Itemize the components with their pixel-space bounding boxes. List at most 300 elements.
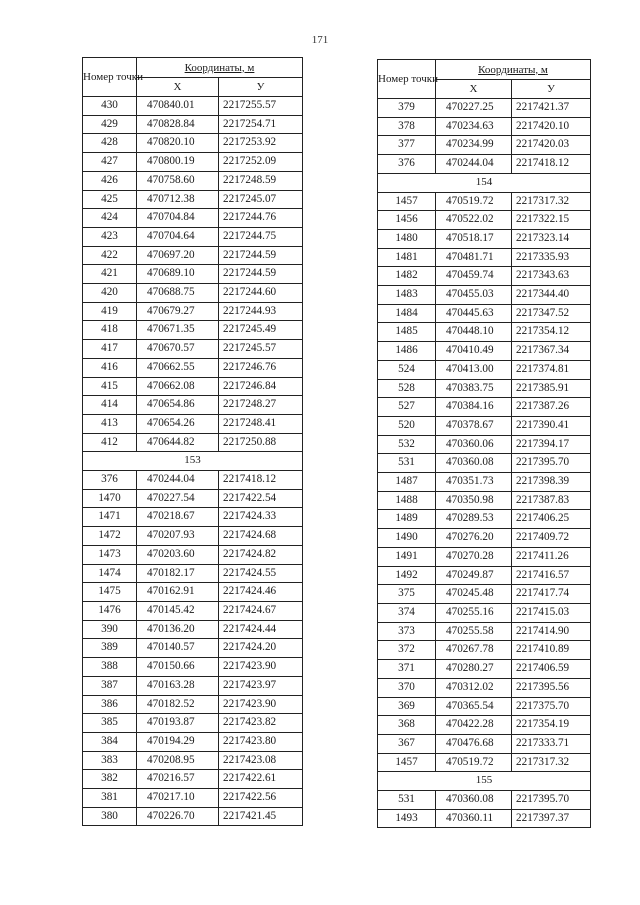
point-number-cell: 383 (83, 751, 137, 770)
point-number-cell: 415 (83, 377, 137, 396)
y-coordinate-cell: 2217395.56 (512, 678, 591, 697)
table-row (83, 153, 303, 172)
point-number-cell: 532 (378, 435, 436, 454)
y-coordinate-cell: 2217420.03 (512, 136, 591, 155)
y-coordinate-cell: 2217418.12 (219, 471, 303, 490)
y-coordinate-cell: 2217421.37 (512, 99, 591, 118)
x-coordinate-cell: 470227.25 (436, 99, 512, 118)
point-number-cell: 524 (378, 360, 436, 379)
y-coordinate-cell: 2217347.52 (512, 304, 591, 323)
table-row (378, 734, 591, 753)
table-row (83, 527, 303, 546)
x-coordinate-cell: 470207.93 (137, 527, 219, 546)
point-number-cell: 382 (83, 770, 137, 789)
y-coordinate-cell: 2217395.70 (512, 791, 591, 810)
x-coordinate-cell: 470445.63 (436, 304, 512, 323)
table-row (83, 807, 303, 826)
table-row (378, 585, 591, 604)
point-number-cell: 369 (378, 697, 436, 716)
y-coordinate-cell: 2217397.37 (512, 809, 591, 828)
table-row (378, 286, 591, 305)
table-row (378, 99, 591, 118)
point-number-cell: 386 (83, 695, 137, 714)
table-row (83, 97, 303, 116)
point-number-cell: 373 (378, 622, 436, 641)
point-number-cell: 390 (83, 620, 137, 639)
y-coordinate-cell: 2217335.93 (512, 248, 591, 267)
table-row (378, 267, 591, 286)
y-coordinate-cell: 2217333.71 (512, 734, 591, 753)
y-coordinate-cell: 2217253.92 (219, 134, 303, 153)
x-coordinate-cell: 470712.38 (137, 190, 219, 209)
y-coordinate-cell: 2217387.26 (512, 398, 591, 417)
x-coordinate-cell: 470234.63 (436, 117, 512, 136)
point-number-cell: 1475 (83, 583, 137, 602)
table-row (83, 396, 303, 415)
x-coordinate-cell: 470351.73 (436, 473, 512, 492)
x-coordinate-cell: 470410.49 (436, 342, 512, 361)
section-row (378, 173, 591, 192)
x-coordinate-cell: 470662.55 (137, 358, 219, 377)
table-row (378, 547, 591, 566)
table-row (83, 227, 303, 246)
y-coordinate-cell: 2217406.25 (512, 510, 591, 529)
table-row (83, 489, 303, 508)
y-coordinate-cell: 2217422.54 (219, 489, 303, 508)
point-number-cell: 1491 (378, 547, 436, 566)
x-coordinate-cell: 470840.01 (137, 97, 219, 116)
y-coordinate-cell: 2217244.75 (219, 227, 303, 246)
x-coordinate-cell: 470679.27 (137, 302, 219, 321)
x-coordinate-cell: 470688.75 (137, 284, 219, 303)
table-row (378, 622, 591, 641)
y-coordinate-cell: 2217414.90 (512, 622, 591, 641)
table-row (83, 190, 303, 209)
y-coordinate-cell: 2217415.03 (512, 603, 591, 622)
point-number-cell: 520 (378, 416, 436, 435)
point-number-cell: 388 (83, 658, 137, 677)
table-row (83, 620, 303, 639)
point-number-cell: 1484 (378, 304, 436, 323)
table-row (378, 529, 591, 548)
point-number-cell: 1492 (378, 566, 436, 585)
point-number-cell: 385 (83, 714, 137, 733)
x-coordinate-cell: 470758.60 (137, 171, 219, 190)
point-number-cell: 420 (83, 284, 137, 303)
page-number: 171 (311, 34, 329, 46)
y-coordinate-cell: 2217418.12 (512, 155, 591, 174)
y-coordinate-cell: 2217323.14 (512, 229, 591, 248)
y-coordinate-cell: 2217385.91 (512, 379, 591, 398)
point-number-cell: 1481 (378, 248, 436, 267)
x-coordinate-cell: 470226.70 (137, 807, 219, 826)
point-number-cell: 531 (378, 791, 436, 810)
table-row (378, 435, 591, 454)
x-coordinate-cell: 470227.54 (137, 489, 219, 508)
point-number-cell: 425 (83, 190, 137, 209)
table-row (378, 603, 591, 622)
point-number-cell: 371 (378, 660, 436, 679)
x-coordinate-cell: 470671.35 (137, 321, 219, 340)
table-row (378, 211, 591, 230)
table-row (378, 229, 591, 248)
x-coordinate-cell: 470662.08 (137, 377, 219, 396)
point-number-cell: 380 (83, 807, 137, 826)
x-coordinate-cell: 470800.19 (137, 153, 219, 172)
y-coordinate-cell: 2217409.72 (512, 529, 591, 548)
table-row (83, 658, 303, 677)
x-coordinate-cell: 470289.53 (436, 510, 512, 529)
table-row (378, 136, 591, 155)
table-row (83, 676, 303, 695)
y-coordinate-cell: 2217252.09 (219, 153, 303, 172)
x-coordinate-cell: 470481.71 (436, 248, 512, 267)
point-number-cell: 413 (83, 414, 137, 433)
y-coordinate-cell: 2217354.12 (512, 323, 591, 342)
x-coordinate-cell: 470162.91 (137, 583, 219, 602)
y-coordinate-cell: 2217423.97 (219, 676, 303, 695)
table-row (378, 510, 591, 529)
table-row (83, 134, 303, 153)
y-coordinate-cell: 2217245.57 (219, 340, 303, 359)
x-coordinate-cell: 470704.84 (137, 209, 219, 228)
y-coordinate-cell: 2217423.82 (219, 714, 303, 733)
y-coordinate-cell: 2217244.59 (219, 265, 303, 284)
x-coordinate-cell: 470378.67 (436, 416, 512, 435)
x-coordinate-cell: 470697.20 (137, 246, 219, 265)
y-coordinate-cell: 2217367.34 (512, 342, 591, 361)
point-number-cell: 422 (83, 246, 137, 265)
point-number-cell: 416 (83, 358, 137, 377)
point-number-cell: 412 (83, 433, 137, 452)
y-coordinate-cell: 2217246.84 (219, 377, 303, 396)
point-number-cell: 427 (83, 153, 137, 172)
table-row (83, 171, 303, 190)
point-number-cell: 1480 (378, 229, 436, 248)
point-number-cell: 374 (378, 603, 436, 622)
point-number-cell: 1490 (378, 529, 436, 548)
table-row (83, 302, 303, 321)
y-coordinate-cell: 2217424.46 (219, 583, 303, 602)
x-coordinate-cell: 470360.08 (436, 454, 512, 473)
point-number-cell: 377 (378, 136, 436, 155)
table-row (378, 304, 591, 323)
table-row (378, 398, 591, 417)
table-row (378, 323, 591, 342)
y-coordinate-cell: 2217343.63 (512, 267, 591, 286)
table-row (83, 358, 303, 377)
y-coordinate-cell: 2217317.32 (512, 753, 591, 772)
x-coordinate-cell: 470448.10 (436, 323, 512, 342)
table-row (378, 491, 591, 510)
y-coordinate-cell: 2217390.41 (512, 416, 591, 435)
y-coordinate-cell: 2217422.61 (219, 770, 303, 789)
table-row (83, 414, 303, 433)
point-number-cell: 389 (83, 639, 137, 658)
y-coordinate-cell: 2217411.26 (512, 547, 591, 566)
y-coordinate-cell: 2217344.40 (512, 286, 591, 305)
point-number-cell: 1483 (378, 286, 436, 305)
point-number-cell: 379 (378, 99, 436, 118)
x-coordinate-cell: 470270.28 (436, 547, 512, 566)
x-coordinate-cell: 470182.17 (137, 564, 219, 583)
section-row (83, 452, 303, 471)
y-coordinate-cell: 2217394.17 (512, 435, 591, 454)
point-number-cell: 1493 (378, 809, 436, 828)
y-coordinate-cell: 2217246.76 (219, 358, 303, 377)
x-coordinate-cell: 470518.17 (436, 229, 512, 248)
x-coordinate-cell: 470276.20 (436, 529, 512, 548)
table-row (83, 639, 303, 658)
y-coordinate-cell: 2217255.57 (219, 97, 303, 116)
y-coordinate-cell: 2217424.67 (219, 601, 303, 620)
point-number-cell: 423 (83, 227, 137, 246)
x-coordinate-cell: 470360.11 (436, 809, 512, 828)
x-coordinate-cell: 470244.04 (436, 155, 512, 174)
y-coordinate-cell: 2217248.41 (219, 414, 303, 433)
table-body-left (83, 97, 303, 826)
point-number-cell: 370 (378, 678, 436, 697)
point-number-cell: 381 (83, 789, 137, 808)
x-coordinate-cell: 470350.98 (436, 491, 512, 510)
y-coordinate-cell: 2217410.89 (512, 641, 591, 660)
coordinates-table-left (82, 57, 303, 826)
table-row (378, 566, 591, 585)
x-coordinate-cell: 470255.58 (436, 622, 512, 641)
point-number-cell: 367 (378, 734, 436, 753)
y-coordinate-cell: 2217375.70 (512, 697, 591, 716)
table-row (378, 155, 591, 174)
x-coordinate-cell: 470654.86 (137, 396, 219, 415)
y-coordinate-cell: 2217244.59 (219, 246, 303, 265)
x-coordinate-cell: 470249.87 (436, 566, 512, 585)
y-coordinate-cell: 2217424.82 (219, 545, 303, 564)
table-row (378, 192, 591, 211)
section-row (378, 772, 591, 791)
point-number-cell: 1457 (378, 192, 436, 211)
y-coordinate-cell: 2217420.10 (512, 117, 591, 136)
coordinates-table-right (377, 59, 591, 828)
y-coordinate-cell: 2217250.88 (219, 433, 303, 452)
point-number-cell: 1485 (378, 323, 436, 342)
y-coordinate-cell: 2217416.57 (512, 566, 591, 585)
point-number-cell: 1482 (378, 267, 436, 286)
point-number-cell: 1456 (378, 211, 436, 230)
x-coordinate-cell: 470136.20 (137, 620, 219, 639)
point-number-cell: 376 (378, 155, 436, 174)
y-coordinate-cell: 2217387.83 (512, 491, 591, 510)
point-number-cell: 1486 (378, 342, 436, 361)
x-coordinate-cell: 470217.10 (137, 789, 219, 808)
table-row (83, 471, 303, 490)
x-coordinate-cell: 470208.95 (137, 751, 219, 770)
table-row (83, 714, 303, 733)
table-row (83, 115, 303, 134)
table-row (83, 695, 303, 714)
x-coordinate-cell: 470670.57 (137, 340, 219, 359)
point-number-cell: 428 (83, 134, 137, 153)
x-coordinate-cell: 470455.03 (436, 286, 512, 305)
table-body-right (378, 99, 591, 828)
x-coordinate-cell: 470828.84 (137, 115, 219, 134)
header-y: У (219, 78, 303, 97)
y-coordinate-cell: 2217248.59 (219, 171, 303, 190)
point-number-cell: 430 (83, 97, 137, 116)
section-number: 153 (83, 452, 303, 471)
x-coordinate-cell: 470312.02 (436, 678, 512, 697)
y-coordinate-cell: 2217254.71 (219, 115, 303, 134)
x-coordinate-cell: 470163.28 (137, 676, 219, 695)
table-row (83, 246, 303, 265)
y-coordinate-cell: 2217317.32 (512, 192, 591, 211)
x-coordinate-cell: 470360.08 (436, 791, 512, 810)
x-coordinate-cell: 470654.26 (137, 414, 219, 433)
x-coordinate-cell: 470218.67 (137, 508, 219, 527)
x-coordinate-cell: 470267.78 (436, 641, 512, 660)
point-number-cell: 426 (83, 171, 137, 190)
table-row (378, 716, 591, 735)
table-row (378, 641, 591, 660)
x-coordinate-cell: 470365.54 (436, 697, 512, 716)
point-number-cell: 1489 (378, 510, 436, 529)
y-coordinate-cell: 2217244.93 (219, 302, 303, 321)
y-coordinate-cell: 2217422.56 (219, 789, 303, 808)
x-coordinate-cell: 470704.64 (137, 227, 219, 246)
x-coordinate-cell: 470422.28 (436, 716, 512, 735)
x-coordinate-cell: 470193.87 (137, 714, 219, 733)
x-coordinate-cell: 470182.52 (137, 695, 219, 714)
table-row (378, 697, 591, 716)
table-row (83, 433, 303, 452)
point-number-cell: 384 (83, 732, 137, 751)
x-coordinate-cell: 470519.72 (436, 192, 512, 211)
section-number: 154 (378, 173, 591, 192)
y-coordinate-cell: 2217244.60 (219, 284, 303, 303)
y-coordinate-cell: 2217354.19 (512, 716, 591, 735)
table-row (83, 770, 303, 789)
x-coordinate-cell: 470384.16 (436, 398, 512, 417)
table-row (378, 678, 591, 697)
point-number-cell: 1470 (83, 489, 137, 508)
point-number-cell: 375 (378, 585, 436, 604)
table-row (83, 732, 303, 751)
x-coordinate-cell: 470150.66 (137, 658, 219, 677)
point-number-cell: 1457 (378, 753, 436, 772)
x-coordinate-cell: 470459.74 (436, 267, 512, 286)
y-coordinate-cell: 2217423.90 (219, 695, 303, 714)
x-coordinate-cell: 470689.10 (137, 265, 219, 284)
table-row (378, 473, 591, 492)
x-coordinate-cell: 470383.75 (436, 379, 512, 398)
point-number-cell: 414 (83, 396, 137, 415)
table-row (378, 416, 591, 435)
point-number-cell: 424 (83, 209, 137, 228)
point-number-cell: 1487 (378, 473, 436, 492)
table-row (83, 564, 303, 583)
table-row (83, 601, 303, 620)
y-coordinate-cell: 2217244.76 (219, 209, 303, 228)
point-number-cell: 376 (83, 471, 137, 490)
y-coordinate-cell: 2217423.80 (219, 732, 303, 751)
header-point-number: Номер точки (83, 58, 137, 97)
point-number-cell: 528 (378, 379, 436, 398)
table-row (378, 342, 591, 361)
table-row (378, 117, 591, 136)
point-number-cell: 1473 (83, 545, 137, 564)
point-number-cell: 531 (378, 454, 436, 473)
y-coordinate-cell: 2217424.55 (219, 564, 303, 583)
table-row (83, 545, 303, 564)
y-coordinate-cell: 2217248.27 (219, 396, 303, 415)
table-row (83, 583, 303, 602)
x-coordinate-cell: 470203.60 (137, 545, 219, 564)
y-coordinate-cell: 2217374.81 (512, 360, 591, 379)
table-row (378, 660, 591, 679)
table-row (83, 751, 303, 770)
table-row (378, 248, 591, 267)
table-row (83, 265, 303, 284)
header-coordinates: Координаты, м (436, 60, 591, 80)
point-number-cell: 1471 (83, 508, 137, 527)
x-coordinate-cell: 470280.27 (436, 660, 512, 679)
table-row (378, 379, 591, 398)
x-coordinate-cell: 470245.48 (436, 585, 512, 604)
y-coordinate-cell: 2217424.33 (219, 508, 303, 527)
table-row (378, 791, 591, 810)
point-number-cell: 527 (378, 398, 436, 417)
y-coordinate-cell: 2217406.59 (512, 660, 591, 679)
table-row (83, 340, 303, 359)
y-coordinate-cell: 2217395.70 (512, 454, 591, 473)
x-coordinate-cell: 470216.57 (137, 770, 219, 789)
point-number-cell: 1488 (378, 491, 436, 510)
x-coordinate-cell: 470255.16 (436, 603, 512, 622)
y-coordinate-cell: 2217424.68 (219, 527, 303, 546)
y-coordinate-cell: 2217424.44 (219, 620, 303, 639)
x-coordinate-cell: 470522.02 (436, 211, 512, 230)
y-coordinate-cell: 2217423.08 (219, 751, 303, 770)
y-coordinate-cell: 2217417.74 (512, 585, 591, 604)
table-row (83, 284, 303, 303)
header-y: У (512, 80, 591, 99)
header-x: X (436, 80, 512, 99)
y-coordinate-cell: 2217245.49 (219, 321, 303, 340)
header-point-number: Номер точки (378, 60, 436, 99)
y-coordinate-cell: 2217424.20 (219, 639, 303, 658)
point-number-cell: 387 (83, 676, 137, 695)
point-number-cell: 378 (378, 117, 436, 136)
table-row (83, 209, 303, 228)
table-row (378, 454, 591, 473)
x-coordinate-cell: 470644.82 (137, 433, 219, 452)
x-coordinate-cell: 470820.10 (137, 134, 219, 153)
x-coordinate-cell: 470145.42 (137, 601, 219, 620)
point-number-cell: 1474 (83, 564, 137, 583)
x-coordinate-cell: 470234.99 (436, 136, 512, 155)
point-number-cell: 1472 (83, 527, 137, 546)
x-coordinate-cell: 470244.04 (137, 471, 219, 490)
x-coordinate-cell: 470140.57 (137, 639, 219, 658)
point-number-cell: 429 (83, 115, 137, 134)
y-coordinate-cell: 2217322.15 (512, 211, 591, 230)
header-x: X (137, 78, 219, 97)
y-coordinate-cell: 2217423.90 (219, 658, 303, 677)
point-number-cell: 419 (83, 302, 137, 321)
table-row (378, 753, 591, 772)
y-coordinate-cell: 2217421.45 (219, 807, 303, 826)
x-coordinate-cell: 470476.68 (436, 734, 512, 753)
point-number-cell: 372 (378, 641, 436, 660)
